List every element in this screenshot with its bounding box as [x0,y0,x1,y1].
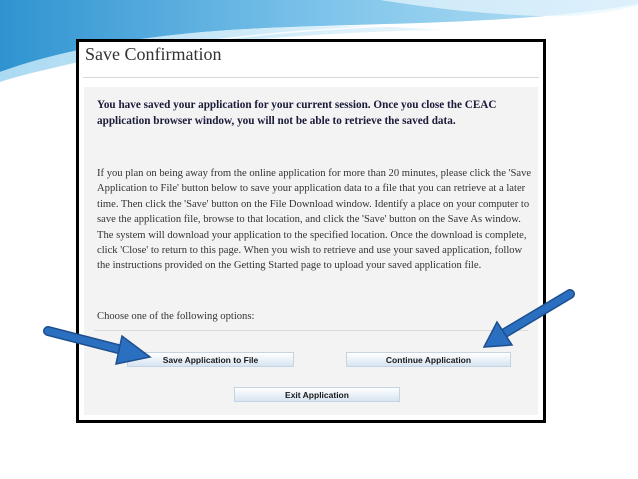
options-divider [94,330,528,331]
continue-application-button[interactable]: Continue Application [346,352,511,367]
exit-application-button[interactable]: Exit Application [234,387,400,402]
instructions-text: If you plan on being away from the online application for more than 20 minutes, please click the 'Save Application to File' button below to save your application data to a file that you can retrieve at a later time. Then click the 'Save' button on the File Download window. Identify a place on your computer to save the application file, browse to that location, and click the 'Save' button on the Save As window. The system will download your application to the specified location. Once the download is complete, click 'Close' to return to this page. When you wish to retrieve and use your saved application, follow the instructions provided on the Getting Started page to upload your saved application file. [97,168,532,272]
title-divider [83,77,539,78]
dialog-title: Save Confirmation [85,44,222,64]
options-label: Choose one of the following options: [97,311,255,322]
save-confirmation-dialog [76,39,546,423]
save-application-to-file-button[interactable]: Save Application to File [127,352,294,367]
dialog-content [84,87,538,415]
warning-text: You have saved your application for your current session. Once you close the CEAC application browser window, you will not be able to retrieve the saved data. [97,99,497,127]
